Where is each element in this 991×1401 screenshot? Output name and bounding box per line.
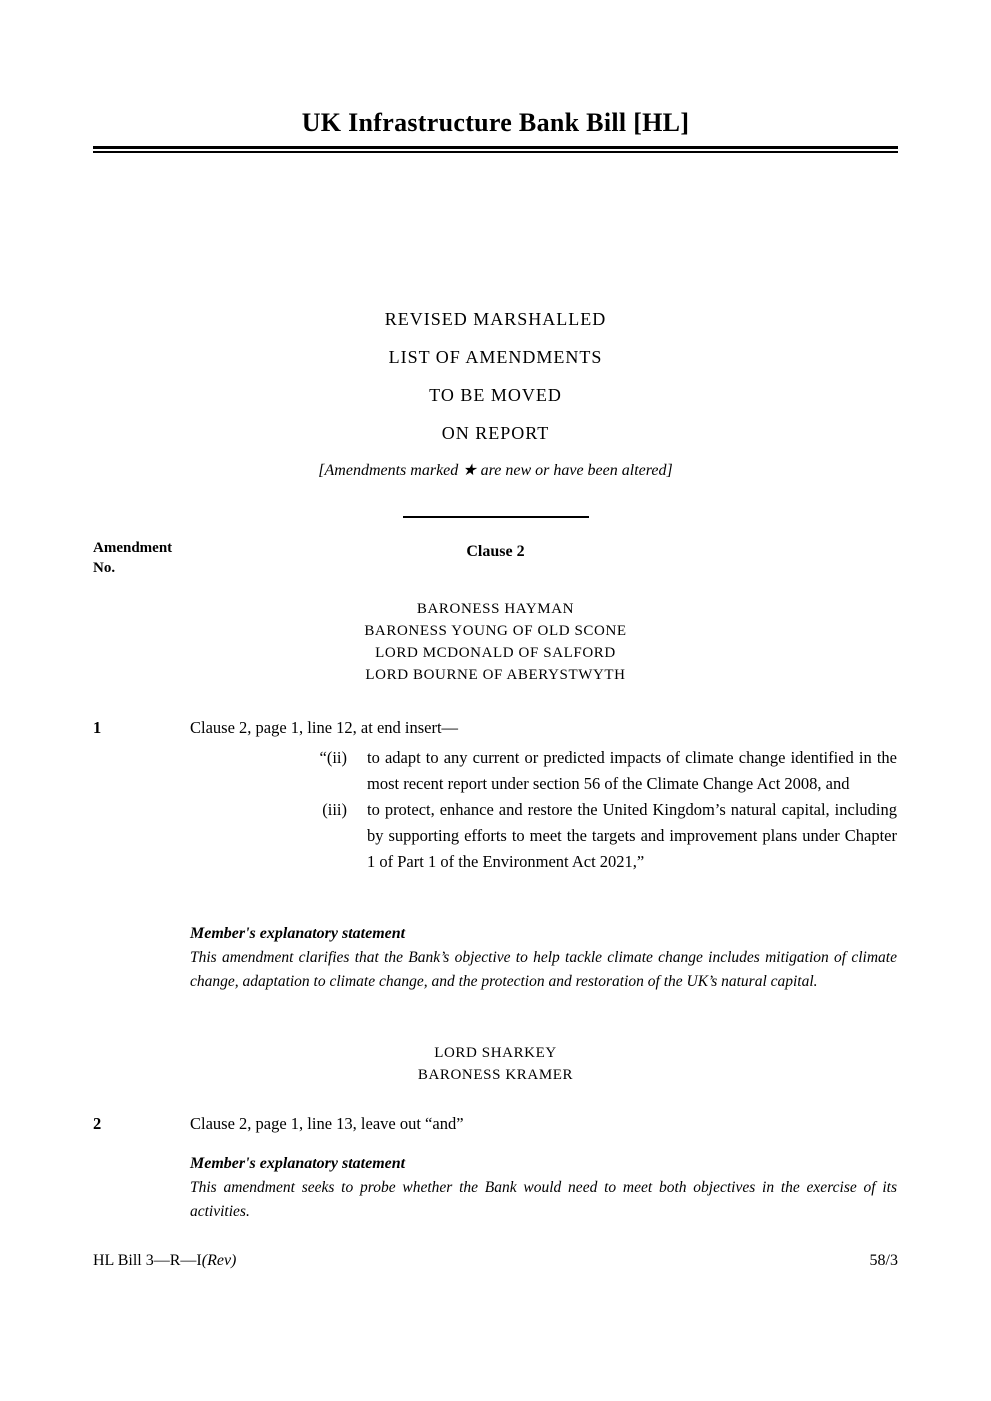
front-matter-line-2: LIST OF AMENDMENTS <box>388 347 603 367</box>
front-matter-line-1: REVISED MARSHALLED <box>384 309 607 329</box>
sponsor-name: LORD SHARKEY <box>434 1045 557 1061</box>
sponsor-name: BARONESS HAYMAN <box>416 601 575 617</box>
amendment-2-number: 2 <box>93 1114 102 1133</box>
document-title: UK Infrastructure Bank Bill [HL] <box>301 108 690 137</box>
amendment-2-instruction: Clause 2, page 1, line 13, leave out “and” <box>190 1114 464 1133</box>
sponsor-name: LORD BOURNE OF ABERYSTWYTH <box>365 667 626 683</box>
front-matter-line-4: ON REPORT <box>441 423 550 443</box>
amendment-no-label-line-1: Amendment <box>93 540 173 556</box>
footer-page-reference: 58/3 <box>869 1252 898 1269</box>
amendment-1-subitem-ii <box>287 745 897 797</box>
amendment-1-instruction: Clause 2, page 1, line 12, at end insert— <box>190 718 459 737</box>
amendment-1-explanatory-statement <box>190 922 897 994</box>
amendment-no-label-line-2: No. <box>93 560 116 576</box>
amendment-1-number: 1 <box>93 718 102 737</box>
front-matter <box>0 300 991 452</box>
section-rule <box>403 516 589 518</box>
explanatory-statement-heading: Member's explanatory statement <box>190 925 406 942</box>
amendment-1-subitem-iii <box>287 797 897 875</box>
amendment-1-sponsor-list <box>0 598 991 686</box>
amendment-2-sponsor-list <box>0 1042 991 1086</box>
subitem-label: “(ii) <box>319 748 347 767</box>
clause-heading: Clause 2 <box>466 543 525 560</box>
subitem-text: to adapt to any current or predicted impacts of climate change identified in the most recent report under section 56 of the Climate Change Act 2008, and <box>367 748 897 793</box>
title-double-rule <box>93 146 898 153</box>
sponsor-name: LORD MCDONALD OF SALFORD <box>375 645 616 661</box>
subitem-label: (iii) <box>322 800 347 819</box>
page-footer <box>93 1250 898 1272</box>
front-matter-line-3: TO BE MOVED <box>429 385 562 405</box>
sponsor-name: BARONESS YOUNG OF OLD SCONE <box>364 623 627 639</box>
footer-bill-reference-rev: (Rev) <box>201 1252 237 1269</box>
amendment-1-inserted-text <box>287 745 897 875</box>
subitem-text: to protect, enhance and restore the United Kingdom’s natural capital, including by supporting efforts to meet the targets and improvement plans under Chapter 1 of Part 1 of the Environment Act 2021,” <box>367 800 897 871</box>
explanatory-statement-text: This amendment seeks to probe whether the Bank would need to meet both objectives in the exercise of its activities. <box>190 1179 897 1220</box>
star-note: [Amendments marked ★ are new or have been altered] <box>318 462 673 479</box>
amendment-2-explanatory-statement <box>190 1152 897 1224</box>
footer-bill-reference: HL Bill 3—R—I(Rev) <box>93 1252 237 1269</box>
explanatory-statement-text: This amendment clarifies that the Bank’s objective to help tackle climate change includes mitigation of climate change, adaptation to climate change, and the protection and restoration of the UK’s natural capital. <box>190 949 897 990</box>
explanatory-statement-heading: Member's explanatory statement <box>190 1155 406 1172</box>
sponsor-name: BARONESS KRAMER <box>417 1067 574 1083</box>
